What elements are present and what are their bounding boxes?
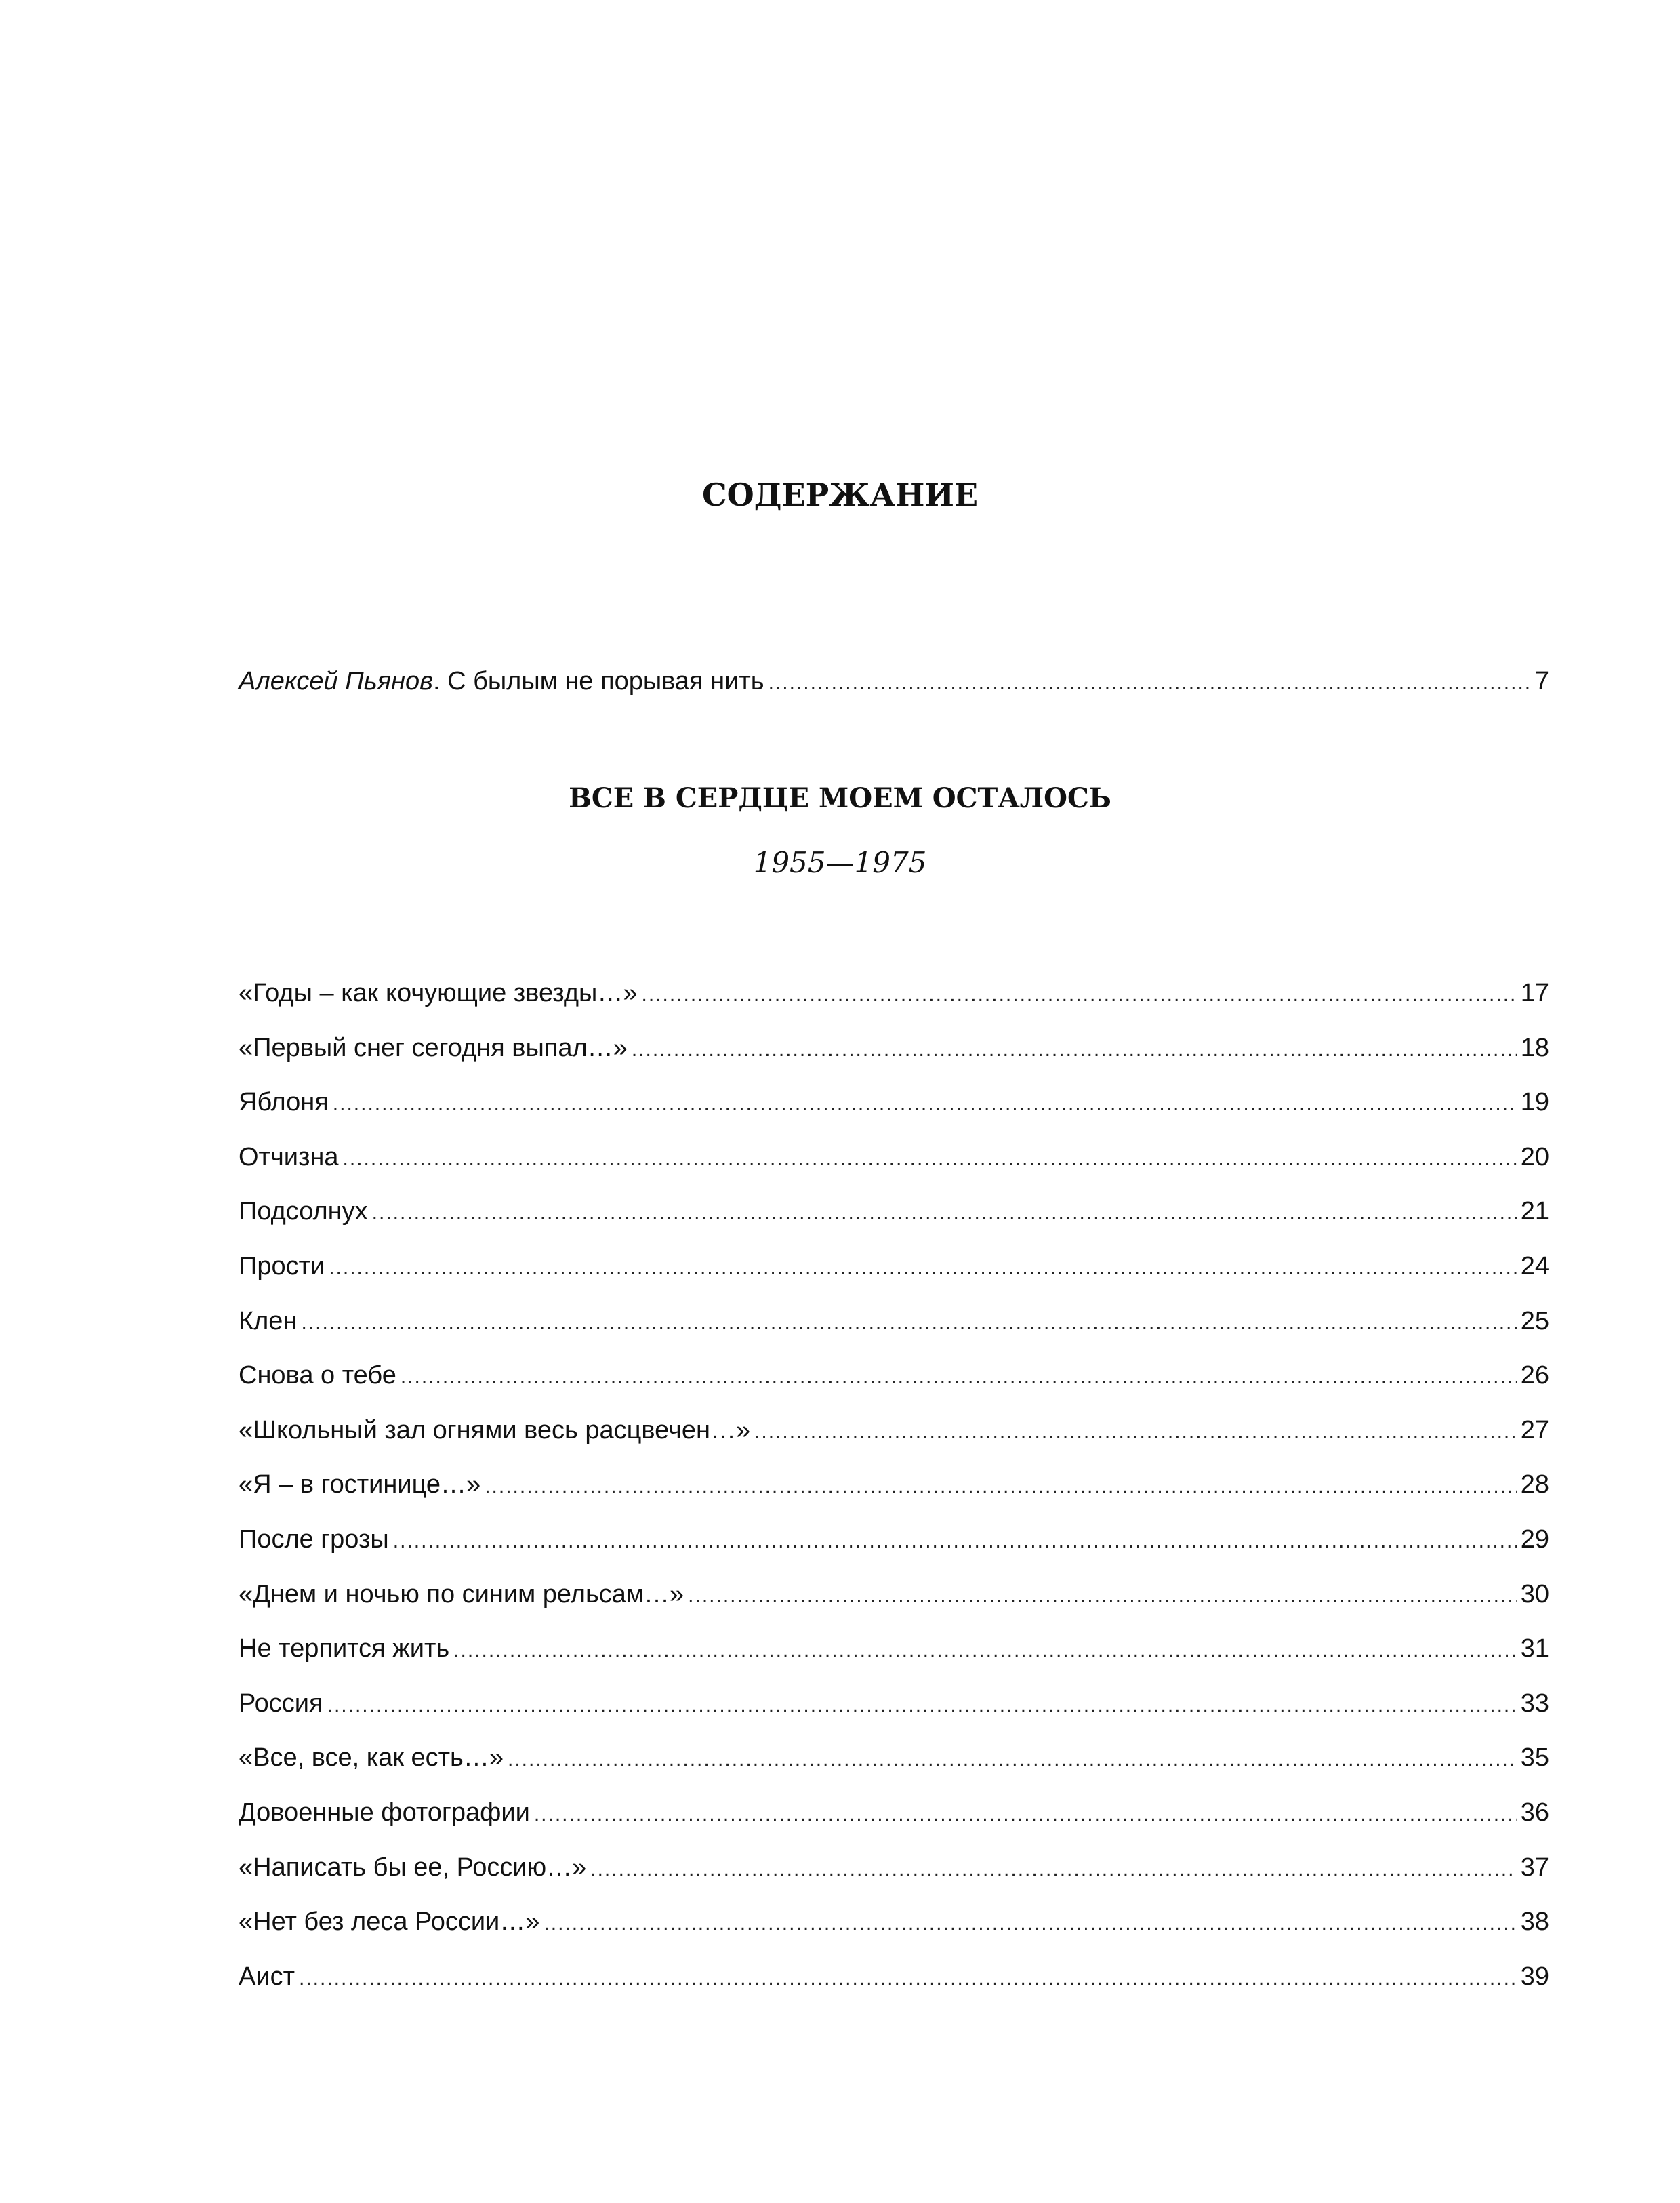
dot-leader [632,1030,1517,1070]
toc-entry-title: Аист [239,1962,295,1991]
toc-entry-page: 30 [1520,1580,1549,1609]
toc-entry-page: 21 [1520,1197,1549,1226]
dot-leader [534,1794,1517,1835]
toc-entry-page: 29 [1520,1525,1549,1554]
dot-leader [393,1521,1517,1562]
toc-entry[interactable] [239,1574,1549,1615]
toc-entry[interactable] [239,1191,1549,1232]
toc-entry-page: 19 [1520,1088,1549,1116]
toc-entry-label [239,661,764,702]
page-title: СОДЕРЖАНИЕ [701,477,979,513]
toc-entry-page: 7 [1534,667,1549,695]
toc-entry-title: «Годы – как кочующие звезды…» [239,979,638,1007]
toc-entry-page: 36 [1520,1798,1549,1827]
toc-entry-title: «Первый снег сегодня выпал…» [239,1034,628,1062]
toc-entry-title: Яблоня [239,1088,329,1116]
toc-entry-page: 37 [1520,1853,1549,1882]
toc-entry-page: 20 [1520,1143,1549,1171]
dot-leader [333,1084,1517,1125]
dot-leader [343,1139,1517,1179]
toc-entry[interactable] [239,1355,1549,1396]
dot-leader [688,1576,1517,1617]
dot-leader [508,1739,1517,1780]
dot-leader [372,1193,1517,1234]
section-years: 1955—1975 [753,846,927,879]
toc-entry[interactable] [239,1464,1549,1505]
toc-entry-intro[interactable] [239,661,1549,702]
toc-entry[interactable] [239,1737,1549,1778]
toc-entry-page: 35 [1520,1743,1549,1772]
toc-entry-page: 17 [1520,979,1549,1007]
dot-leader [327,1685,1517,1726]
toc-entry-page: 26 [1520,1361,1549,1390]
toc-entry-author: Алексей Пьянов [239,667,433,695]
toc-entry[interactable] [239,1137,1549,1177]
dot-leader [453,1630,1517,1671]
toc-entry-title: После грозы [239,1525,389,1554]
toc-entry-title: Отчизна [239,1143,339,1171]
dot-leader [299,1958,1517,1999]
toc-entry-page: 39 [1520,1962,1549,1991]
section-title: ВСЕ В СЕРДЦЕ МОЕМ ОСТАЛОСЬ [569,782,1111,814]
toc-entry[interactable] [239,1519,1549,1560]
toc-entry[interactable] [239,1082,1549,1123]
toc-entry-title: Прости [239,1252,325,1280]
toc-entry-title: Россия [239,1689,323,1718]
toc-entry-page: 33 [1520,1689,1549,1718]
toc-entry[interactable] [239,1246,1549,1287]
toc-entry-page: 27 [1520,1416,1549,1444]
toc-entry[interactable] [239,1628,1549,1669]
toc-entry-title: «Я – в гостинице…» [239,1470,481,1499]
toc-entry[interactable] [239,1683,1549,1724]
toc-entry-page: 25 [1520,1307,1549,1335]
toc-entry-title: «Школьный зал огнями весь расцвечен…» [239,1416,751,1444]
toc-entry[interactable] [239,1792,1549,1833]
toc-entry-page: 18 [1520,1034,1549,1062]
toc-entry-title: «Днем и ночью по синим рельсам…» [239,1580,684,1609]
toc-entry-title: Подсолнух [239,1197,368,1226]
toc-entry[interactable] [239,1956,1549,1997]
toc-entry[interactable] [239,1301,1549,1341]
dot-leader [301,1303,1516,1343]
toc-entry-title: Снова о тебе [239,1361,396,1390]
dot-leader [485,1466,1517,1507]
dot-leader [401,1357,1517,1398]
dot-leader [329,1248,1517,1289]
toc-entry[interactable] [239,1410,1549,1451]
toc-entry-title: «Все, все, как есть…» [239,1743,504,1772]
dot-leader [590,1849,1516,1890]
dot-leader [544,1903,1516,1944]
toc-entry-page: 31 [1520,1634,1549,1663]
toc-entry-title: «Написать бы ее, Россию…» [239,1853,587,1882]
toc-entry-page: 28 [1520,1470,1549,1499]
toc-entry-title: «Нет без леса России…» [239,1907,540,1936]
toc-entry-title: С былым не порывая нить [447,667,764,695]
dot-leader [769,663,1531,704]
toc-entry[interactable] [239,973,1549,1013]
dot-leader [642,975,1517,1015]
dot-leader [754,1412,1517,1453]
toc-entry-title: Клен [239,1307,298,1335]
toc-entry-page: 38 [1520,1907,1549,1936]
toc-entry-page: 24 [1520,1252,1549,1280]
toc-entry[interactable] [239,1028,1549,1068]
toc-entry-title: Довоенные фотографии [239,1798,530,1827]
toc-entry-title: Не терпится жить [239,1634,450,1663]
toc-entry-separator: . [432,667,448,695]
toc-entry[interactable] [239,1847,1549,1888]
toc-entry[interactable] [239,1901,1549,1942]
